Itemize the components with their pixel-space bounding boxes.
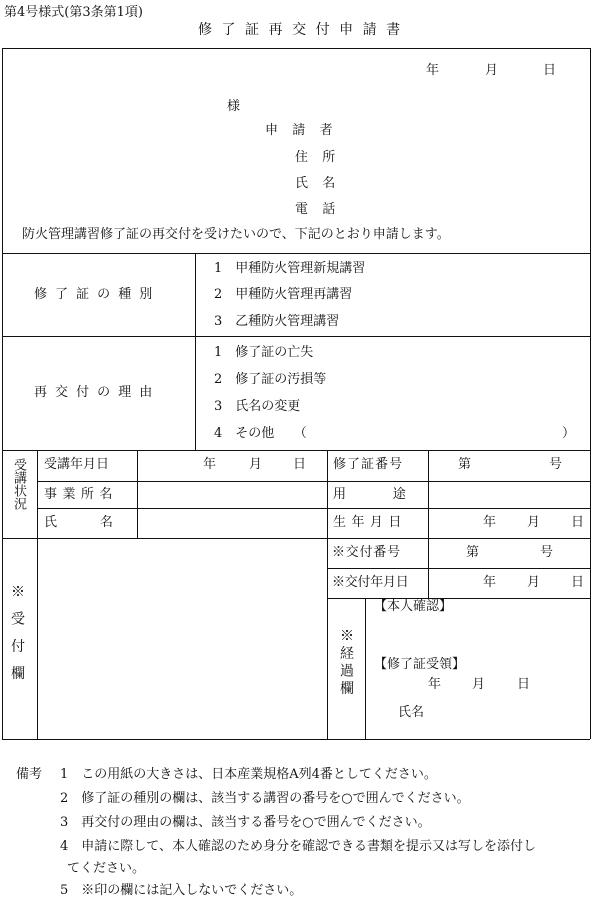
attendance-date-label: 受講年月日 [44, 457, 110, 472]
birth-month: 月 [527, 515, 541, 530]
issue-number-go: 号 [540, 545, 554, 560]
birth-date-label: 生年月日 [333, 515, 407, 530]
issue-month: 月 [527, 575, 541, 590]
received-day: 日 [517, 677, 531, 692]
progress-label: ※経過欄 [338, 628, 354, 698]
use-label: 用途 [333, 487, 453, 502]
notes-heading: 備考 [16, 767, 43, 782]
addressee-label: 様 [227, 99, 241, 114]
certificate-type-label: 修了証の種別 [34, 287, 161, 302]
page-title: 修了証再交付申請書 [198, 22, 410, 38]
header-month: 月 [485, 63, 499, 78]
certificate-type-option: 2 甲種防火管理再講習 [214, 287, 353, 302]
office-name-label: 事業所名 [44, 487, 118, 502]
cert-number-dai: 第 [458, 457, 472, 472]
received-name-label: 氏名 [398, 705, 425, 720]
note-item: 3 再交付の理由の欄は、該当する番号を○で囲んでください。 [60, 815, 431, 830]
issue-number-label: ※交付番号 [332, 545, 401, 560]
issue-number-dai: 第 [466, 545, 480, 560]
cert-number-label: 修了証番号 [333, 457, 404, 472]
attendance-month: 月 [249, 457, 263, 472]
identity-check-label: 【本人確認】 [374, 599, 453, 614]
attendance-day: 日 [293, 457, 307, 472]
attendee-name-label: 氏名 [44, 515, 156, 530]
issue-year: 年 [483, 575, 497, 590]
attendance-year: 年 [203, 457, 217, 472]
note-item: 5 ※印の欄には記入しないでください。 [60, 883, 303, 898]
cert-number-go: 号 [549, 457, 563, 472]
reissue-reason-label: 再交付の理由 [34, 385, 161, 400]
name-label: 氏名 [295, 176, 350, 191]
applicant-label: 申請者 [265, 123, 347, 138]
header-year: 年 [426, 63, 440, 78]
attendance-label: 受講状況 [11, 458, 26, 510]
address-label: 住所 [295, 150, 350, 165]
birth-year: 年 [483, 515, 497, 530]
reissue-reason-option: 2 修了証の汚損等 [214, 372, 327, 387]
phone-label: 電話 [295, 202, 350, 217]
issue-day: 日 [571, 575, 585, 590]
note-item: 4 申請に際して、本人確認のため身分を確認できる書類を提示又は写しを添付し [60, 839, 537, 854]
header-day: 日 [543, 63, 557, 78]
reissue-reason-option: 4 その他 （ [214, 426, 307, 441]
reissue-reason-option: 3 氏名の変更 [214, 399, 301, 414]
form-number: 第4号様式(第3条第1項) [4, 5, 143, 20]
received-month: 月 [472, 677, 486, 692]
reissue-reason-option: 1 修了証の亡失 [214, 345, 314, 360]
note-item: 2 修了証の種別の欄は、該当する講習の番号を○で囲んでください。 [60, 791, 470, 806]
certificate-type-option: 3 乙種防火管理講習 [214, 314, 340, 329]
cert-received-label: 【修了証受領】 [374, 657, 466, 672]
reissue-reason-close-paren: ） [562, 426, 576, 441]
note-item: 1 この用紙の大きさは、日本産業規格A列4番としてください。 [60, 767, 437, 782]
received-year: 年 [428, 677, 442, 692]
birth-day: 日 [571, 515, 585, 530]
note-item-continuation: てください。 [67, 861, 146, 876]
application-statement: 防火管理講習修了証の再交付を受けたいので、下記のとおり申請します。 [22, 227, 450, 242]
certificate-type-option: 1 甲種防火管理新規講習 [214, 261, 366, 276]
issue-date-label: ※交付年月日 [332, 575, 409, 590]
reception-label: ※受付欄 [9, 584, 25, 694]
